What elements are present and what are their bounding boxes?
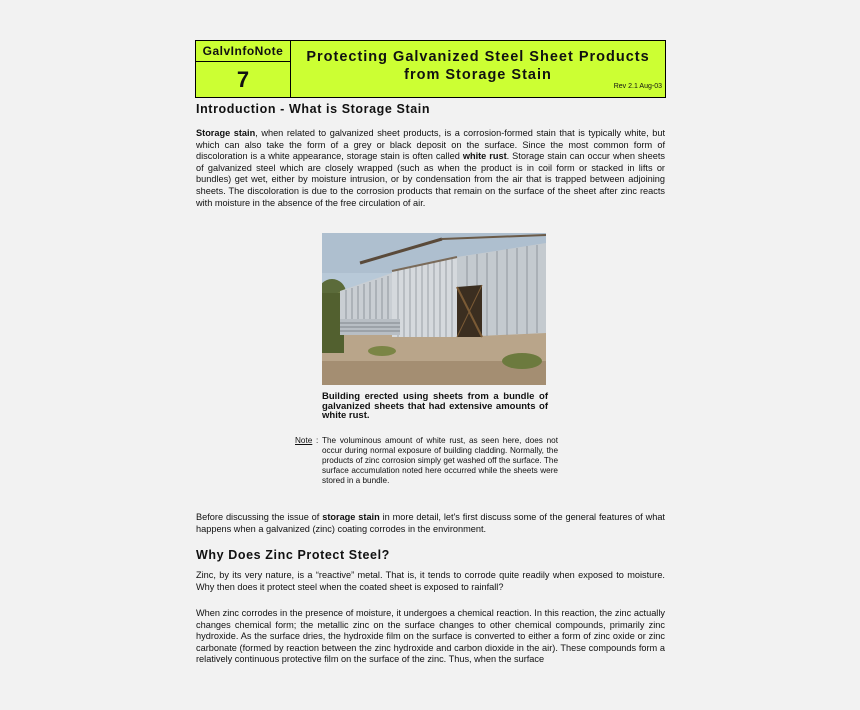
- revision-label: Rev 2.1 Aug-03: [613, 83, 662, 90]
- header-box: [195, 40, 666, 98]
- title-line-1: Protecting Galvanized Steel Sheet Products: [306, 49, 650, 65]
- transition-text-b: in more detail, let's first discuss some of the general features of what happens when a galvanized (zinc) coating corrodes in the environment.: [196, 512, 665, 534]
- term-storage-stain: Storage stain: [196, 128, 256, 138]
- why-paragraph-2: When zinc corrodes in the presence of moisture, it undergoes a chemical reaction. In this reaction, the zinc actually changes chemical form; the metallic zinc on the surface changes to other chemical compounds, primarily zinc hydroxide. As the surface dries, the hydroxide film on the surface is converted to either a form of zinc oxide or zinc carbonate (formed by reaction between the zinc hydroxide and carbon dioxide in the air). These compounds form a relatively continuous protective film on the surface of the zinc. Thus, when the surface: [196, 608, 665, 665]
- title-line-2: from Storage Stain: [404, 67, 552, 83]
- why-paragraph-1: Zinc, by its very nature, is a “reactive” metal. That is, it tends to corrode quite readily when exposed to moisture. Why then does it protect steel when the coated sheet is exposed to rainfall?: [196, 570, 665, 592]
- transition-paragraph: [196, 512, 665, 535]
- photo-caption: Building erected using sheets from a bundle of galvanized sheets that had extensive amounts of white rust.: [322, 391, 548, 421]
- note-text: The voluminous amount of white rust, as seen here, does not occur during normal exposure of building cladding. Normally, the products of zinc corrosion simply get washed off the surface. The surface accumulation noted here occurred while the sheets were stored in a bundle.: [322, 436, 558, 485]
- intro-text-a: , when related to galvanized sheet products, is a corrosion-formed stain that is typically white, but which can also take the form of a grey or black deposit on the surface. Since the most common form of discoloration is a white appearance, storage stain is often called: [196, 128, 666, 162]
- intro-heading: Introduction - What is Storage Stain: [196, 102, 431, 116]
- intro-text-b: . Storage stain can occur when sheets of galvanized steel which are closely wrapped (such as when the product is in coil form or stacked in lifts or bundles) get wet, either by moisture intrusion, or by condensation from the air that is trapped between adjoining sheets. The discoloration is due to the corrosion products that remain on the surface of the sheet after zinc reacts with moisture in the absence of the free circulation of air.: [196, 151, 665, 208]
- note-label: Note: [295, 436, 313, 445]
- series-name: GalvInfoNote: [196, 41, 290, 62]
- term-white-rust: white rust: [462, 151, 507, 162]
- transition-text-a: Before discussing the issue of: [196, 512, 323, 522]
- note-colon: :: [316, 436, 319, 445]
- why-heading: Why Does Zinc Protect Steel?: [196, 548, 390, 562]
- document-title: [291, 48, 665, 84]
- document-page: [195, 40, 666, 710]
- header-left-cell: [196, 41, 291, 97]
- building-photo: [322, 233, 546, 385]
- term-storage-stain-2: storage stain: [322, 512, 380, 522]
- note-number: 7: [236, 67, 250, 92]
- intro-paragraph: [196, 128, 665, 209]
